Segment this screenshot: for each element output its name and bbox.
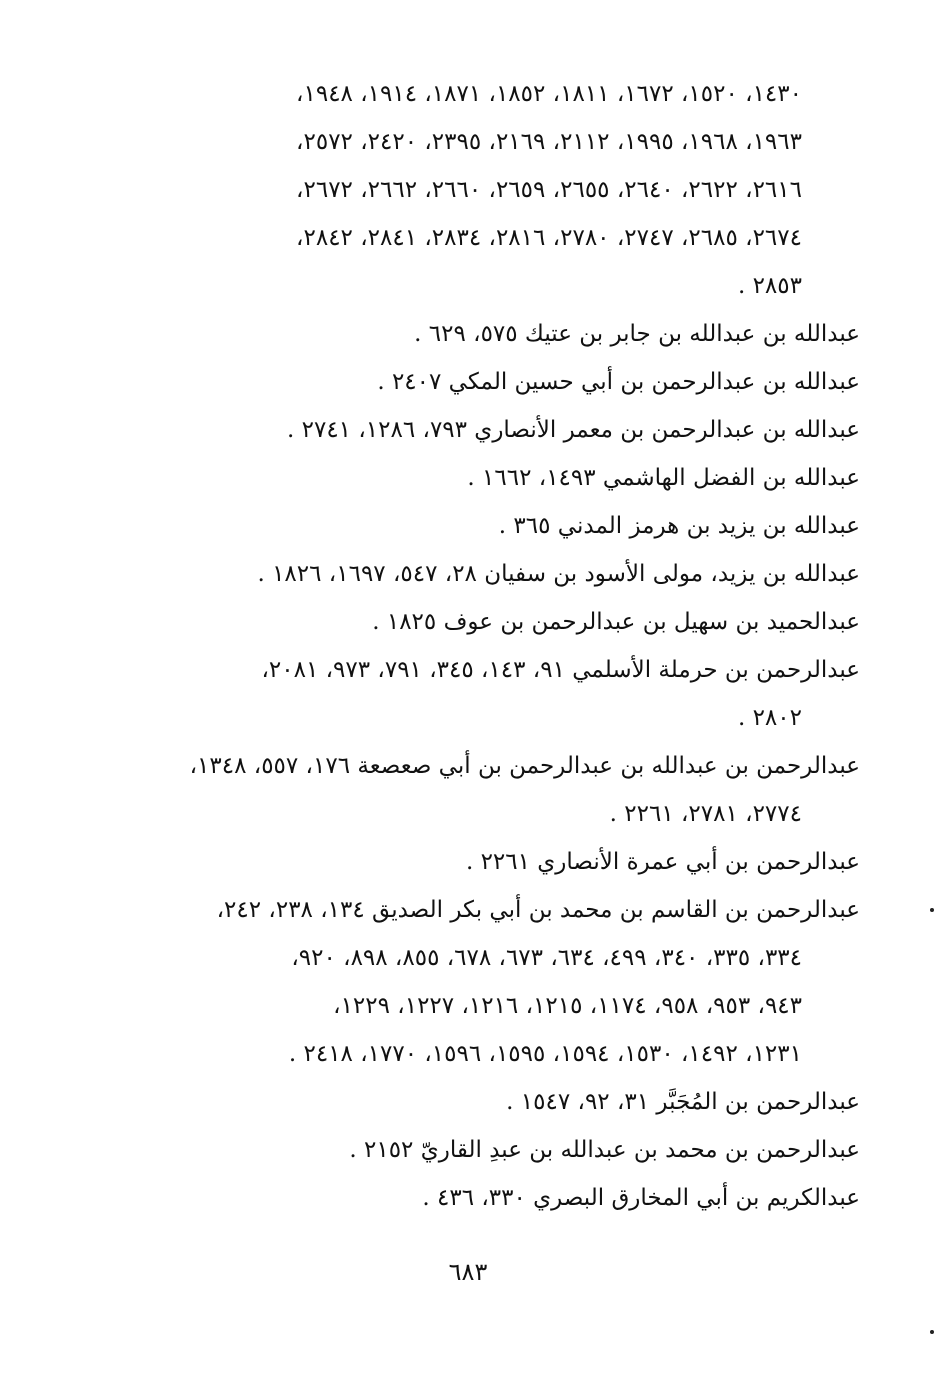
index-line: ٢٧٧٤، ٢٧٨١، ٢٢٦١ .	[609, 801, 802, 827]
index-line: ١٤٣٠، ١٥٢٠، ١٦٧٢، ١٨١١، ١٨٥٢، ١٨٧١، ١٩١٤، ١٩٤٨،	[296, 81, 802, 107]
index-entry: عبدالرحمن بن محمد بن عبدالله بن عبدِ القاريّ ٢١٥٢ .	[349, 1137, 860, 1163]
index-entry: عبدالله بن عبدالرحمن بن أبي حسين المكي ٢٤٠٧ .	[377, 369, 860, 395]
index-entry: عبدالله بن عبدالرحمن بن معمر الأنصاري ٧٩٣، ١٢٨٦، ٢٧٤١ .	[287, 417, 860, 443]
index-entry: عبدالله بن يزيد بن هرمز المدني ٣٦٥ .	[498, 513, 860, 539]
index-text-block	[150, 70, 860, 1222]
index-line: ١٩٦٣، ١٩٦٨، ١٩٩٥، ٢١١٢، ٢١٦٩، ٢٣٩٥، ٢٤٢٠، ٢٥٧٢،	[296, 129, 802, 155]
index-line: ٢٦١٦، ٢٦٢٢، ٢٦٤٠، ٢٦٥٥، ٢٦٥٩، ٢٦٦٠، ٢٦٦٢، ٢٦٧٢،	[296, 177, 802, 203]
index-line: ٢٨٠٢ .	[737, 705, 802, 731]
index-line: ٢٨٥٣ .	[737, 273, 802, 299]
index-entry: عبدالله بن الفضل الهاشمي ١٤٩٣، ١٦٦٢ .	[467, 465, 860, 491]
index-line: ٣٣٤، ٣٣٥، ٣٤٠، ٤٩٩، ٦٣٤، ٦٧٣، ٦٧٨، ٨٥٥، ٨٩٨، ٩٢٠،	[291, 945, 802, 971]
scan-speck	[930, 908, 934, 912]
scan-speck	[930, 1330, 934, 1334]
index-line: ٢٦٧٤، ٢٦٨٥، ٢٧٤٧، ٢٧٨٠، ٢٨١٦، ٢٨٣٤، ٢٨٤١، ٢٨٤٢،	[296, 225, 802, 251]
index-entry: عبدالله بن يزيد، مولى الأسود بن سفيان ٢٨، ٥٤٧، ١٦٩٧، ١٨٢٦ .	[257, 561, 860, 587]
index-entry: عبدالله بن عبدالله بن جابر بن عتيك ٥٧٥، ٦٢٩ .	[414, 321, 860, 347]
index-entry: عبدالرحمن بن أبي عمرة الأنصاري ٢٢٦١ .	[465, 849, 860, 875]
index-entry: عبدالرحمن بن القاسم بن محمد بن أبي بكر الصديق ١٣٤، ٢٣٨، ٢٤٢،	[216, 897, 860, 923]
index-line: ١٢٣١، ١٤٩٢، ١٥٣٠، ١٥٩٤، ١٥٩٥، ١٥٩٦، ١٧٧٠، ٢٤١٨ .	[288, 1041, 802, 1067]
index-line: ٩٤٣، ٩٥٣، ٩٥٨، ١١٧٤، ١٢١٥، ١٢١٦، ١٢٢٧، ١٢٢٩،	[333, 993, 802, 1019]
page-number: ٦٨٣	[448, 1258, 488, 1286]
index-entry: عبدالرحمن بن حرملة الأسلمي ٩١، ١٤٣، ٣٤٥، ٧٩١، ٩٧٣، ٢٠٨١،	[261, 657, 860, 683]
index-entry: عبدالكريم بن أبي المخارق البصري ٣٣٠، ٤٣٦ .	[422, 1185, 860, 1211]
index-entry: عبدالرحمن بن عبدالله بن عبدالرحمن بن أبي صعصعة ١٧٦، ٥٥٧، ١٣٤٨،	[189, 753, 860, 779]
index-entry: عبدالحميد بن سهيل بن عبدالرحمن بن عوف ١٨٢٥ .	[372, 609, 860, 635]
index-entry: عبدالرحمن بن المُجَبَّر ٣١، ٩٢، ١٥٤٧ .	[506, 1089, 860, 1115]
